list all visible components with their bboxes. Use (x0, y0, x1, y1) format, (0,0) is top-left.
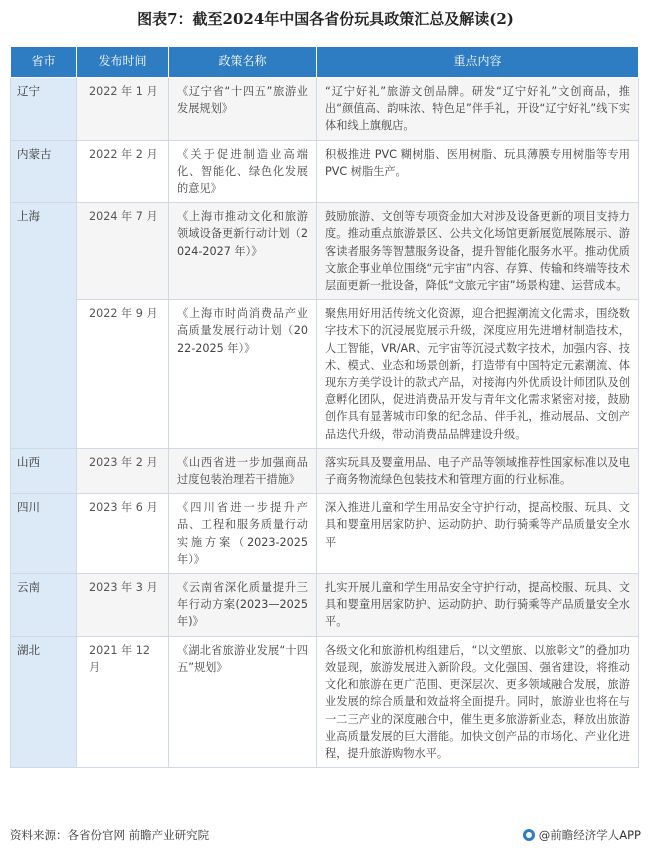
qianzhan-logo-icon (523, 829, 535, 841)
content-cell: 聚焦用好用活传统文化资源，迎合把握潮流文化需求，围绕数字技术下的沉浸展览展示升级，深度应用先进增材制造技术，人工智能，VR/AR、元宇宙等沉浸式数字技术，加强内容、技术、模式、业态和场景创新，打造带有中国特定元素潮流、体现东方美学设计的款式产品，对接海内外优质设计师团队及创意孵化团队，促进消费品开发与青年文化需求紧密对接，鼓励创作具有显著城市印象的纪念品、伴手礼，推动展品、文创产品迭代升级，带动消费品品牌建设升级。 (317, 300, 639, 449)
policy-cell: 《云南省深化质量提升三年行动方案(2023—2025 年)》 (169, 574, 317, 637)
content-cell: 各级文化和旅游机构组建后，“以文塑旅、以旅彰文”的叠加功效显现，旅游发展进入新阶段。文化强国、强省建设，将推动文化和旅游在更广范围、更深层次、更多领域融合发展，旅游业发展的综合质量和效益将全面提升。同时，旅游业也将在与一二三产业的深度融合中，催生更多旅游新业态，释放出旅游业高质量发展的巨大潜能。加快文创产品的市场化、产业化进程，提升旅游购物水平。 (317, 636, 639, 767)
date-cell: 2022 年 9 月 (77, 300, 169, 449)
table-row (11, 636, 639, 767)
header-content: 重点内容 (317, 47, 639, 78)
table-row (11, 203, 639, 300)
header-policy: 政策名称 (169, 47, 317, 78)
content-cell: 深入推进儿童和学生用品安全守护行动，提高校服、玩具、文具和婴童用居家防护、运动防护、助行骑乘等产品质量安全水平 (317, 494, 639, 574)
table-row (11, 140, 639, 203)
province-cell: 湖北 (11, 636, 77, 767)
province-cell: 云南 (11, 574, 77, 637)
date-cell: 2022 年 2 月 (77, 140, 169, 203)
table-row (11, 574, 639, 637)
date-cell: 2024 年 7 月 (77, 203, 169, 300)
header-province: 省市 (11, 47, 77, 78)
province-cell: 山西 (11, 448, 77, 493)
province-cell: 内蒙古 (11, 140, 77, 203)
content-cell: “辽宁好礼”旅游文创品牌。研发“辽宁好礼”文创商品，推出“颜值高、韵味浓、特色足”伴手礼，开设“辽宁好礼”线下实体和线上旗舰店。 (317, 78, 639, 141)
policy-table (10, 46, 639, 768)
province-cell: 辽宁 (11, 78, 77, 141)
chart-title: 图表7：截至2024年中国各省份玩具政策汇总及解读(2) (137, 10, 514, 28)
policy-cell: 《四川省进一步提升产品、工程和服务质量行动实施方案（2023-2025 年）》 (169, 494, 317, 574)
brand-text: @前瞻经济学人APP (538, 828, 641, 842)
policy-cell: 《山西省进一步加强商品过度包装治理若干措施》 (169, 448, 317, 493)
content-cell: 扎实开展儿童和学生用品安全守护行动，提高校服、玩具、文具和婴童用居家防护、运动防护、助行骑乘等产品质量安全水平。 (317, 574, 639, 637)
date-cell: 2022 年 1 月 (77, 78, 169, 141)
policy-cell: 《辽宁省“十四五”旅游业发展规划》 (169, 78, 317, 141)
province-cell: 四川 (11, 494, 77, 574)
content-cell: 鼓励旅游、文创等专项资金加大对涉及设备更新的项目支持力度。推动重点旅游景区、公共文化场馆更新展览展陈展示、游客读者服务等智慧服务设备，提升智能化服务水平。推动优质文旅企事业单位围绕“元宇宙”内容、存算、传输和终端等技术层面更新一批设备，降低“文旅元宇宙”场景构建、运营成本。 (317, 203, 639, 300)
header-date: 发布时间 (77, 47, 169, 78)
content-cell: 积极推进 PVC 糊树脂、医用树脂、玩具薄膜专用树脂等专用 PVC 树脂生产。 (317, 140, 639, 203)
source-note: 资料来源：各省份官网 前瞻产业研究院 (10, 828, 210, 842)
policy-cell: 《关于促进制造业高端化、智能化、绿色化发展的意见》 (169, 140, 317, 203)
province-cell: 上海 (11, 203, 77, 449)
table-row (11, 448, 639, 493)
date-cell: 2023 年 2 月 (77, 448, 169, 493)
brand-credit (523, 827, 641, 843)
table-row (11, 494, 639, 574)
table-row (11, 78, 639, 141)
table-row (11, 300, 639, 449)
content-cell: 落实玩具及婴童用品、电子产品等领域推荐性国家标准以及电子商务物流绿色包装技术和管理方面的行业标准。 (317, 448, 639, 493)
policy-cell: 《湖北省旅游业发展“十四五”规划》 (169, 636, 317, 767)
date-cell: 2021 年 12 月 (77, 636, 169, 767)
date-cell: 2023 年 3 月 (77, 574, 169, 637)
date-cell: 2023 年 6 月 (77, 494, 169, 574)
policy-cell: 《上海市推动文化和旅游领域设备更新行动计划（2024-2027 年）》 (169, 203, 317, 300)
table-header-row (11, 47, 639, 78)
policy-cell: 《上海市时尚消费品产业高质量发展行动计划（2022-2025 年）》 (169, 300, 317, 449)
